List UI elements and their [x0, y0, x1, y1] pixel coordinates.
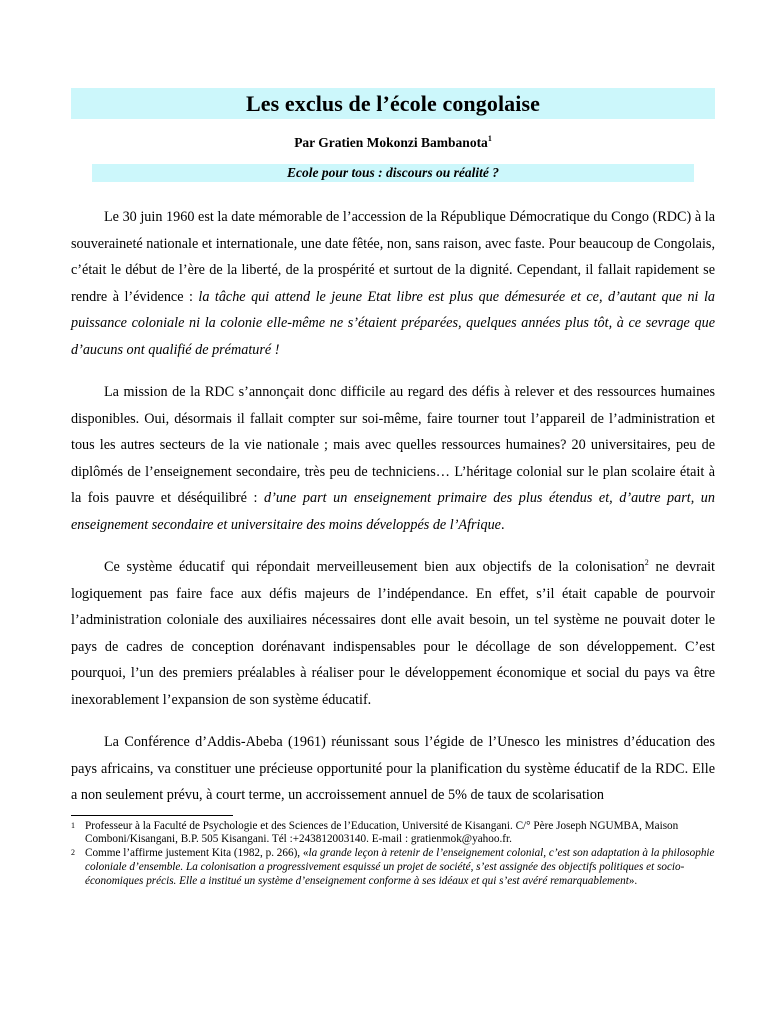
footnotes [71, 820, 715, 889]
footnote-2-text: Comme l’affirme justement Kita (1982, p. 266), « [85, 847, 309, 860]
paragraph-2-italic-text: d’une part un enseignement primaire des plus étendus et, d’autre part, un enseignement secondaire et universitaire des moins développés de l’Afrique [71, 490, 715, 533]
paragraph-1-text: Le 30 juin 1960 est la date mémorable de l’accession de la République Démocratique du Congo (RDC) à la souveraineté nationale et internationale, une date fêtée, non, sans raison, avec faste. Pour beaucoup de Congolais, c’était le début de l’ère de la liberté, de la prospérité et surtout de la dignité. Cependant, il fallait rapidement se rendre à l’évidence : [71, 209, 715, 305]
author-byline: Par Gratien Mokonzi Bambanota [294, 135, 488, 150]
author-footnote-ref[interactable]: 1 [487, 134, 492, 143]
footnote-ref-2[interactable]: 2 [644, 558, 649, 567]
document-page [71, 88, 715, 888]
paragraph-4 [71, 729, 715, 809]
document-subtitle: Ecole pour tous : discours ou réalité ? [287, 165, 499, 180]
footnote-1 [71, 820, 715, 848]
paragraph-2-end: . [500, 516, 505, 533]
footnote-2 [71, 847, 715, 888]
footnote-1-text: Professeur à la Faculté de Psychologie et des Sciences de l’Education, Université de Kisangani. C/° Père Joseph NGUMBA, Maison Comboni/Kisangani, B.P. 505 Kisangani. Tél :+243812003140. E-mail : gratienmok@yahoo.fr. [85, 819, 679, 846]
footnote-1-mark: 1 [71, 820, 75, 830]
paragraph-2-text: La mission de la RDC s’annonçait donc difficile au regard des défis à relever et des ressources humaines disponibles. Oui, désormais il fallait compter sur soi-même, faire tourner tout l’appareil de l’administration et tous les autres secteurs de la vie nationale ; mais avec quelles ressources humaines? 20 universitaires, peu de diplômés de l’enseignement secondaire, très peu de techniciens… L’héritage colonial sur le plan scolaire était à la fois pauvre et déséquilibré : [71, 384, 715, 506]
paragraph-4-text: La Conférence d’Addis-Abeba (1961) réunissant sous l’égide de l’Unesco les ministres d’éducation des pays africains, va constituer une précieuse opportunité pour la planification du système éducatif de la RDC. Elle a non seulement prévu, à court terme, un accroissement annuel de 5% de taux de scolarisation [71, 734, 715, 803]
paragraph-3-text-end: ne devrait logiquement pas faire face aux défis majeurs de l’indépendance. En effet, s’il était capable de pourvoir l’administration coloniale des auxiliaires nécessaires dont elle avait besoin, un tel système ne pouvait doter le pays de cadres de conception dorénavant indispensables pour le décollage de son développement. C’est pourquoi, l’un des premiers préalables à réaliser pour le développement économique et social du pays va être inexorablement l’expansion de son système éducatif. [71, 559, 715, 708]
paragraph-3-text-start: Ce système éducatif qui répondait merveilleusement bien aux objectifs de la colonisation [104, 559, 645, 575]
footnote-2-mark: 2 [71, 848, 75, 858]
footnote-2-end: ». [628, 874, 638, 887]
footnote-2-quote: la grande leçon à retenir de l’enseignement colonial, c’est son adaptation à la philosophie coloniale d’ensemble. La colonisation a progressivement esquissé un projet de société, s’est assignée des objectifs politiques et socio-économiques précis. Elle a institué un système d’enseignement conforme à ses idéaux et qui s’est avéré remarquablement [85, 847, 715, 887]
paragraph-1-italic-text: la tâche qui attend le jeune Etat libre est plus que démesurée et ce, d’autant que ni la puissance coloniale ni la colonie elle-même ne s’étaient préparées, quelques années plus tôt, à ce sevrage que d’aucuns ont qualifié de prématuré ! [71, 288, 715, 358]
subtitle-band [92, 164, 694, 182]
paragraph-1 [71, 204, 715, 363]
footnote-2-content [85, 847, 715, 888]
footnote-separator [71, 815, 233, 816]
document-body [71, 204, 715, 809]
title-band [71, 88, 715, 119]
author-line [71, 134, 715, 151]
paragraph-2 [71, 379, 715, 538]
document-title: Les exclus de l’école congolaise [245, 90, 541, 116]
paragraph-3 [71, 554, 715, 713]
